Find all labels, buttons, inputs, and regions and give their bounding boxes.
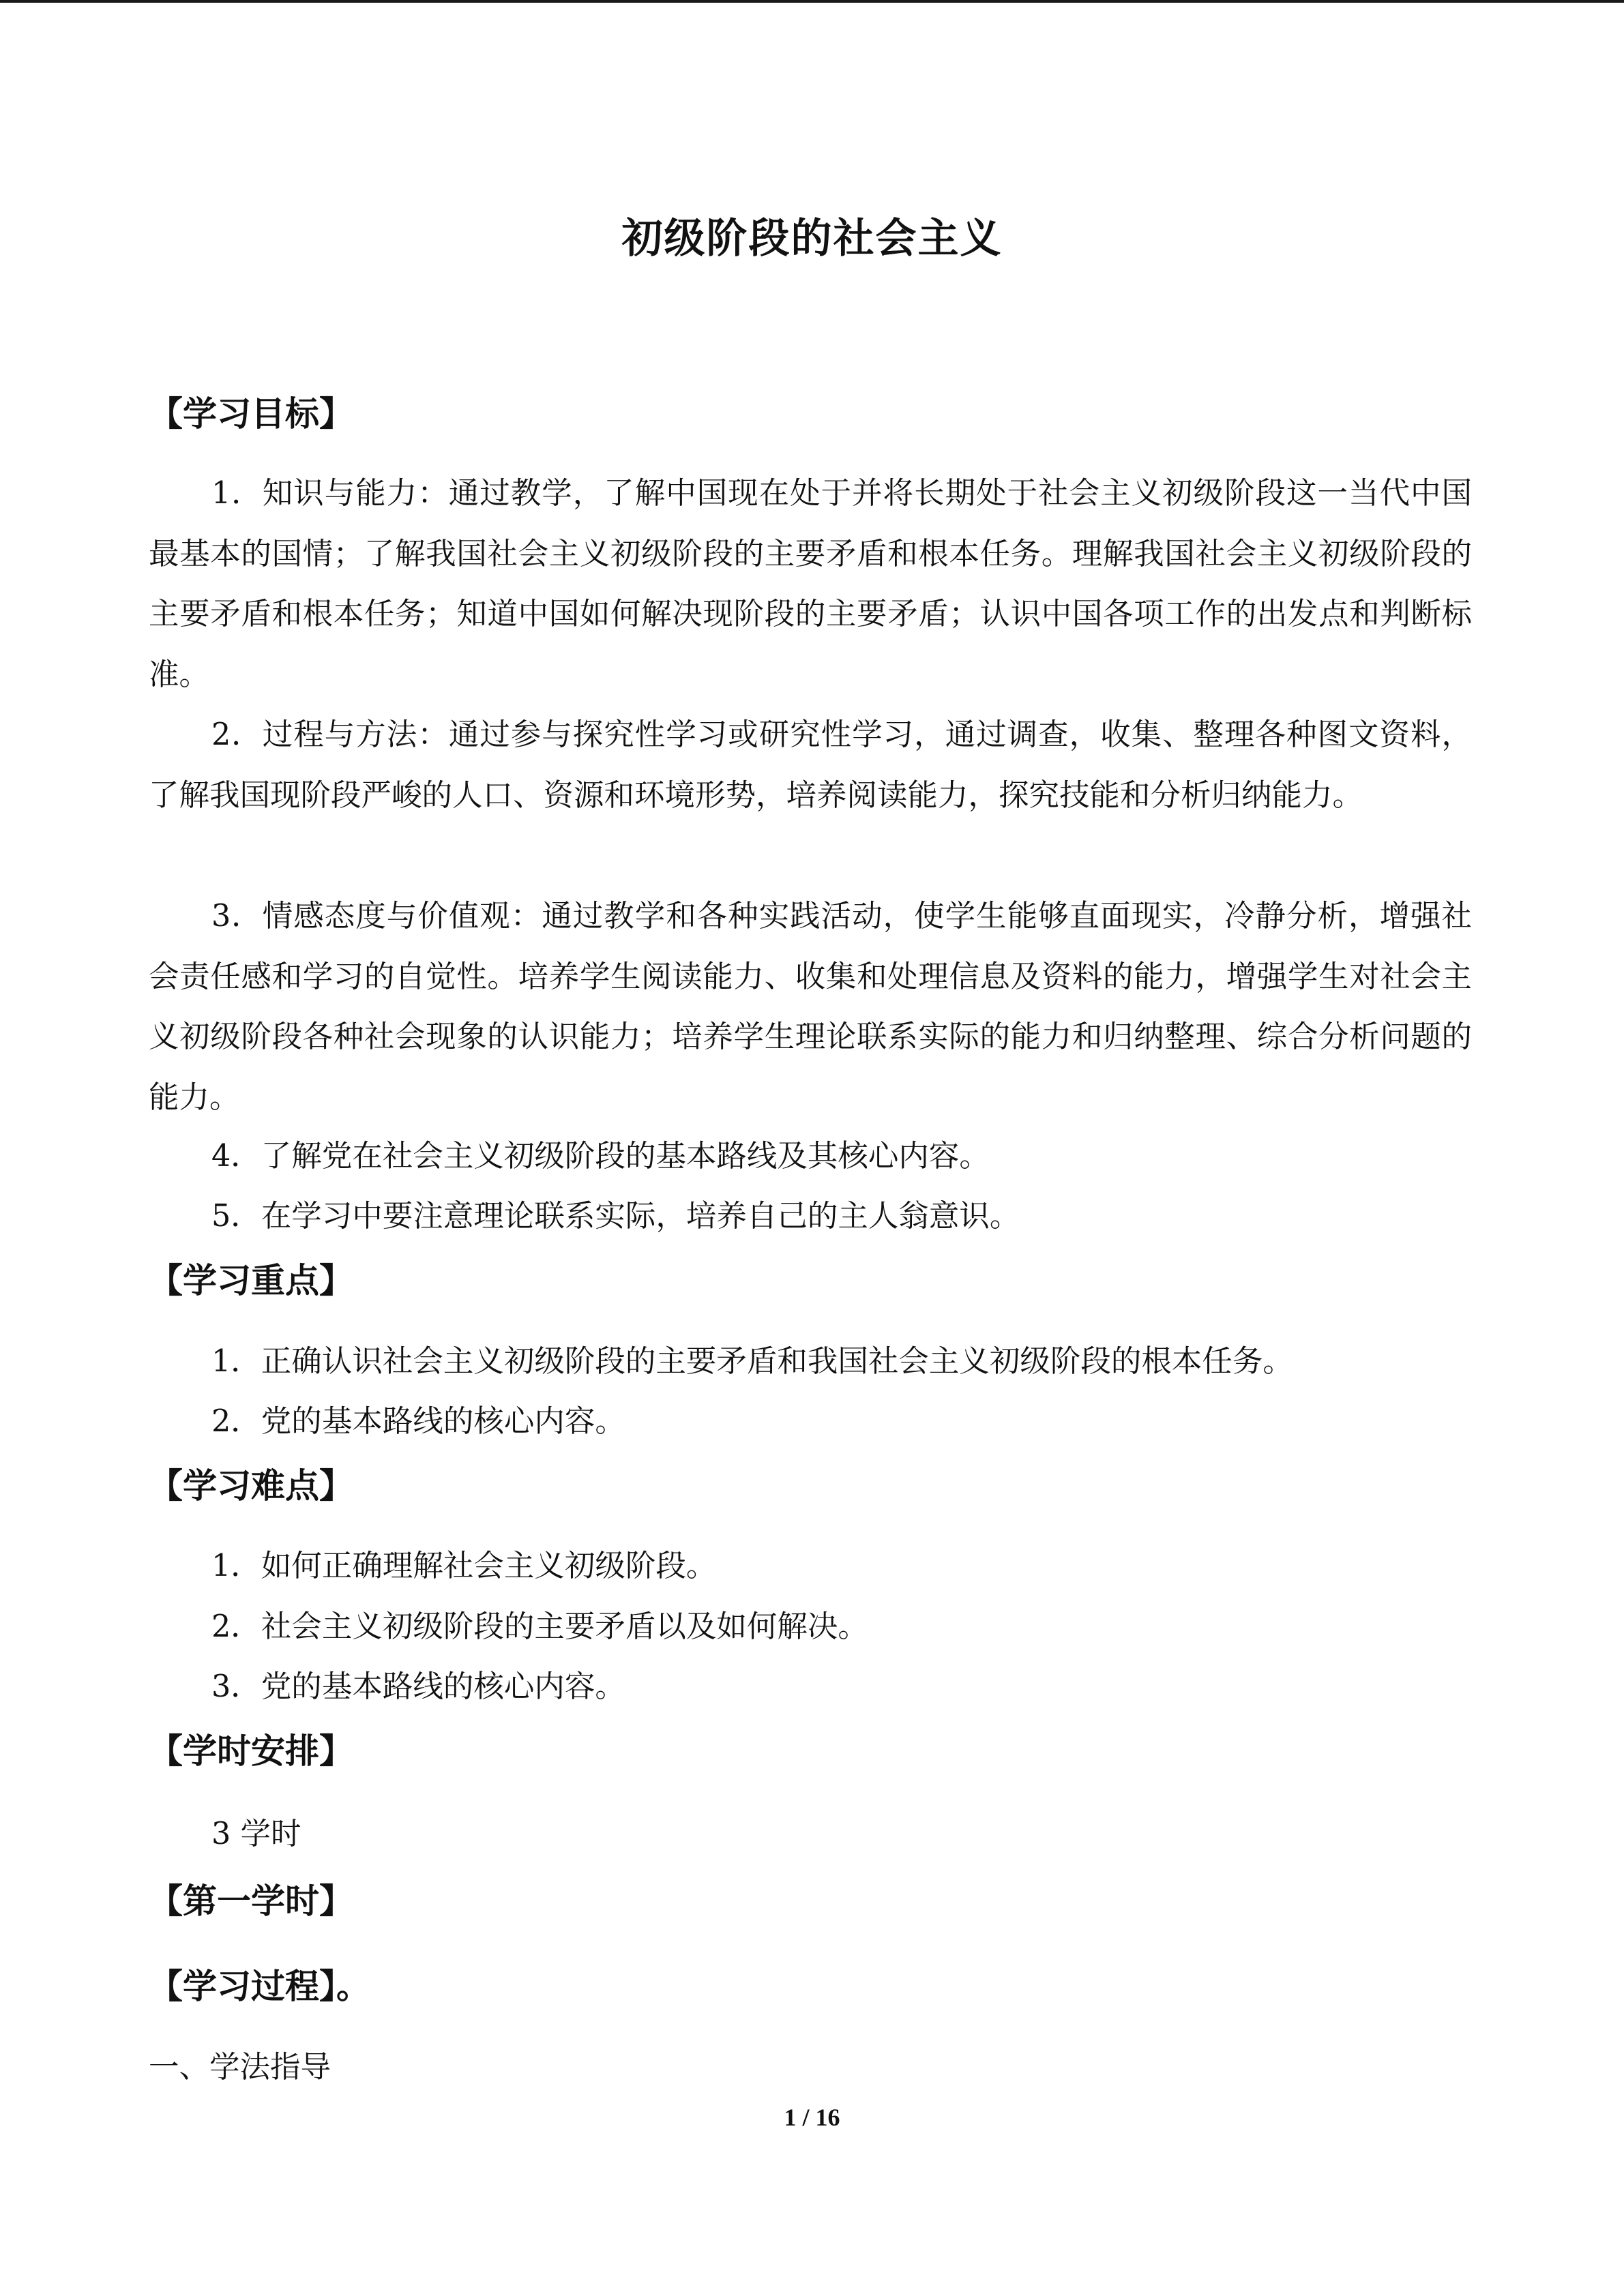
- difficulty-item-3: 3．党的基本路线的核心内容。: [211, 1669, 625, 1704]
- process-heading: 【学习过程】。: [149, 1967, 370, 2006]
- schedule-heading: 【学时安排】: [149, 1731, 353, 1771]
- key-point-item-1: 1．正确认识社会主义初级阶段的主要矛盾和我国社会主义初级阶段的根本任务。: [211, 1344, 1293, 1379]
- difficulty-item-1: 1．如何正确理解社会主义初级阶段。: [211, 1549, 717, 1583]
- objectives-heading: 【学习目标】: [149, 394, 353, 434]
- objective-item-2: 2．过程与方法：通过参与探究性学习或研究性学习，通过调查，收集、整理各种图文资料，了解我国现阶段严峻的人口、资源和环境形势，培养阅读能力，探究技能和分析归纳能力。: [149, 717, 1472, 813]
- difficulty-item-2: 2．社会主义初级阶段的主要矛盾以及如何解决。: [211, 1609, 868, 1644]
- schedule-text: 3 学时: [211, 1817, 301, 1851]
- difficulties-heading: 【学习难点】: [149, 1466, 353, 1506]
- key-point-item-2: 2．党的基本路线的核心内容。: [211, 1404, 625, 1439]
- objective-item-1: 1．知识与能力：通过教学，了解中国现在处于并将长期处于社会主义初级阶段这一当代中国最基本的国情；了解我国社会主义初级阶段的主要矛盾和根本任务。理解我国社会主义初级阶段的主要矛盾和根本任务；知道中国如何解决现阶段的主要矛盾；认识中国各项工作的出发点和判断标准。: [149, 476, 1472, 692]
- process-step-1: 一、学法指导: [149, 2050, 331, 2085]
- objective-item-3: 3．情感态度与价值观：通过教学和各种实践活动，使学生能够直面现实，冷静分析，增强社会责任感和学习的自觉性。培养学生阅读能力、收集和处理信息及资料的能力，增强学生对社会主义初级阶段各种社会现象的认识能力；培养学生理论联系实际的能力和归纳整理、综合分析问题的能力。: [149, 899, 1472, 1115]
- document-title: 初级阶段的社会主义: [621, 215, 1003, 263]
- first-period-heading: 【第一学时】: [149, 1881, 353, 1921]
- objective-item-5: 5．在学习中要注意理论联系实际，培养自己的主人翁意识。: [211, 1199, 1020, 1234]
- page-number: 1 / 16: [784, 2104, 840, 2131]
- key-points-heading: 【学习重点】: [149, 1261, 353, 1300]
- objective-item-4: 4．了解党在社会主义初级阶段的基本路线及其核心内容。: [211, 1139, 990, 1174]
